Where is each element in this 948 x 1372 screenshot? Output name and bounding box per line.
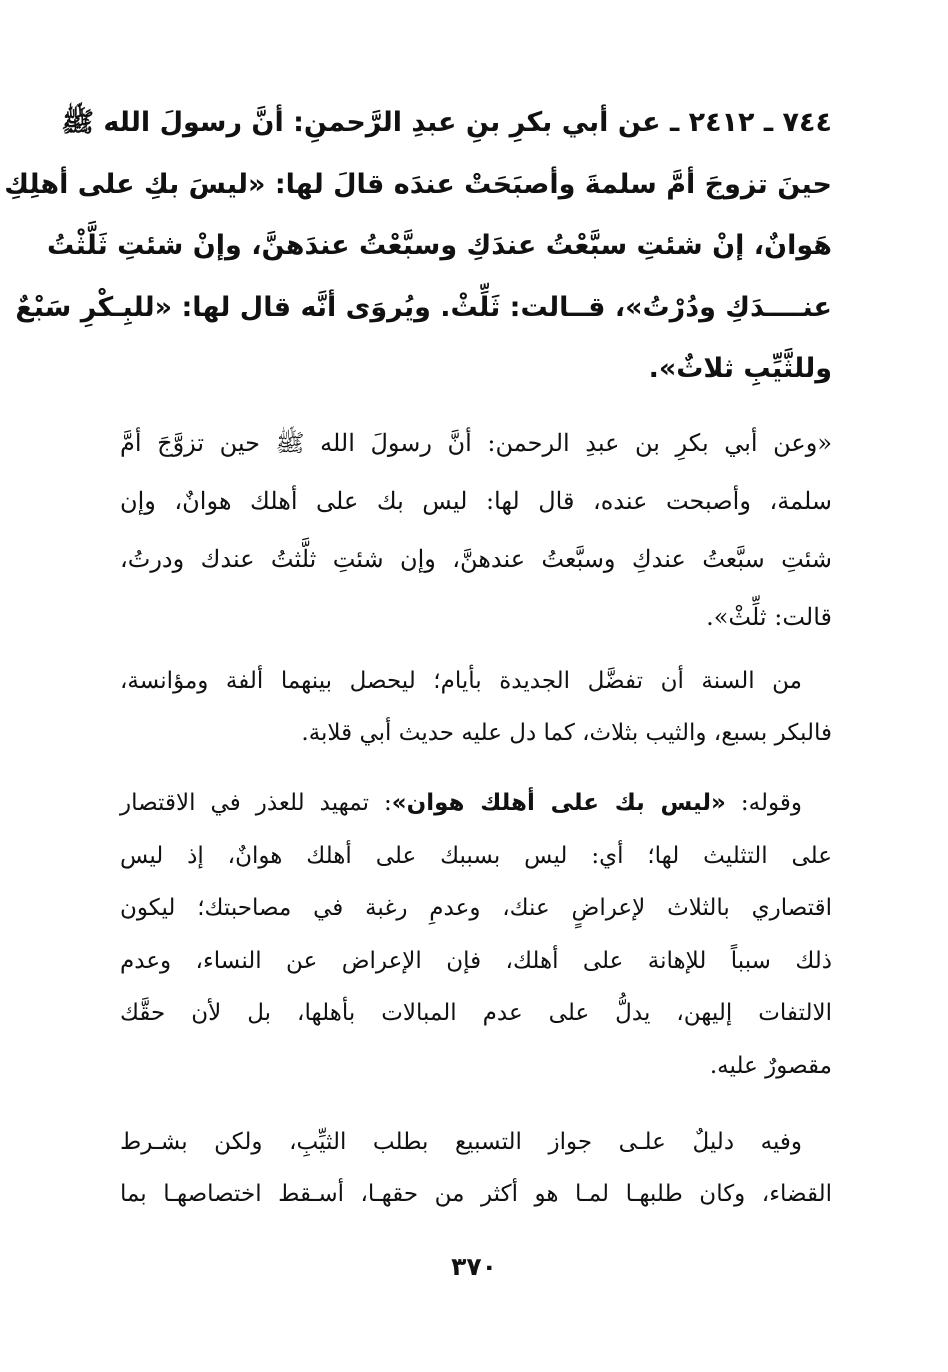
- hadith-line: عنــــدَكِ ودُرْتُ»، قــالت: ثَلِّثْ. ويُروَى أنَّه قال لها: «للبِـكْرِ سَبْعٌ: [15, 291, 832, 323]
- page-number: ٣٧٠: [451, 1252, 497, 1281]
- commentary-paragraph-1: [120, 655, 832, 759]
- hadith-line: ٧٤٤ ـ ٢٤١٢ ـ عن أبي بكرِ بنِ عبدِ الرَّحمنِ: أنَّ رسولَ الله ﷺ: [61, 107, 832, 138]
- commentary-line: على التثليث لها؛ أي: ليس بسببك على أهلك هوانٌ، إذ ليس: [120, 842, 832, 869]
- commentary-line: مقصورٌ عليه.: [709, 1052, 832, 1079]
- commentary-line: من السنة أن تفضَّل الجديدة بأيام؛ ليحصل بينهما ألفة ومؤانسة،: [120, 668, 802, 694]
- quoted-hadith: [120, 414, 832, 646]
- hadith-line: حينَ تزوجَ أمَّ سلمةَ وأصبَحَتْ عندَه قالَ لها: «ليسَ بكِ على أهلِكِ: [4, 168, 832, 200]
- commentary-line: ذلك سبباً للإهانة على أهلك، فإن الإعراض عن النساء، وعدم: [120, 947, 832, 974]
- commentary-line: فالبكر بسبع، والثيب بثلاث، كما دل عليه حديث أبي قلابة.: [301, 720, 832, 746]
- commentary-paragraph-2: [120, 777, 832, 1092]
- commentary-rest: : تمهيد للعذر في الاقتصار: [120, 790, 392, 816]
- quote-line: قالت: ثلِّثْ».: [706, 603, 832, 631]
- quote-line: شئتِ سبَّعتُ عندكِ وسبَّعتُ عندهنَّ، وإن شئتِ ثلَّثتُ عندك ودرتُ،: [120, 545, 832, 573]
- commentary-line: وفيه دليلٌ علـى جواز التسبيع بطلب الثيِّبِ، ولكن بشـرط: [120, 1129, 802, 1155]
- commentary-line: [120, 777, 832, 830]
- hadith-text: [4, 92, 832, 400]
- commentary-intro: وقوله:: [725, 790, 802, 816]
- hadith-line: وللثَّيِّبِ ثلاثٌ».: [648, 353, 832, 384]
- quote-line: سلمة، وأصبحت عنده، قال لها: ليس بك على أهلك هوانٌ، وإن: [120, 487, 833, 515]
- commentary-line: الالتفات إليهن، يدلُّ على عدم المبالات بأهلها، بل لأن حقَّك: [120, 1000, 832, 1026]
- commentary-line: القضاء، وكان طلبهـا لمـا هو أكثر من حقهـا، أسـقط اختصاصهـا بما: [120, 1181, 832, 1207]
- quote-line: «وعن أبي بكرِ بن عبدِ الرحمن: أنَّ رسولَ الله ﷺ حين تزوَّجَ أمَّ: [120, 429, 832, 457]
- commentary-quoted-phrase: «ليس بك على أهلك هوان»: [391, 790, 726, 816]
- commentary-line: اقتصاري بالثلاث لإعراضٍ عنك، وعدمِ رغبة في مصاحبتك؛ ليكون: [120, 895, 832, 921]
- commentary-paragraph-3: [120, 1116, 832, 1220]
- hadith-line: هَوانٌ، إنْ شئتِ سبَّعْتُ عندَكِ وسبَّعْتُ عندَهنَّ، وإنْ شئتِ ثَلَّثْتُ: [47, 230, 832, 261]
